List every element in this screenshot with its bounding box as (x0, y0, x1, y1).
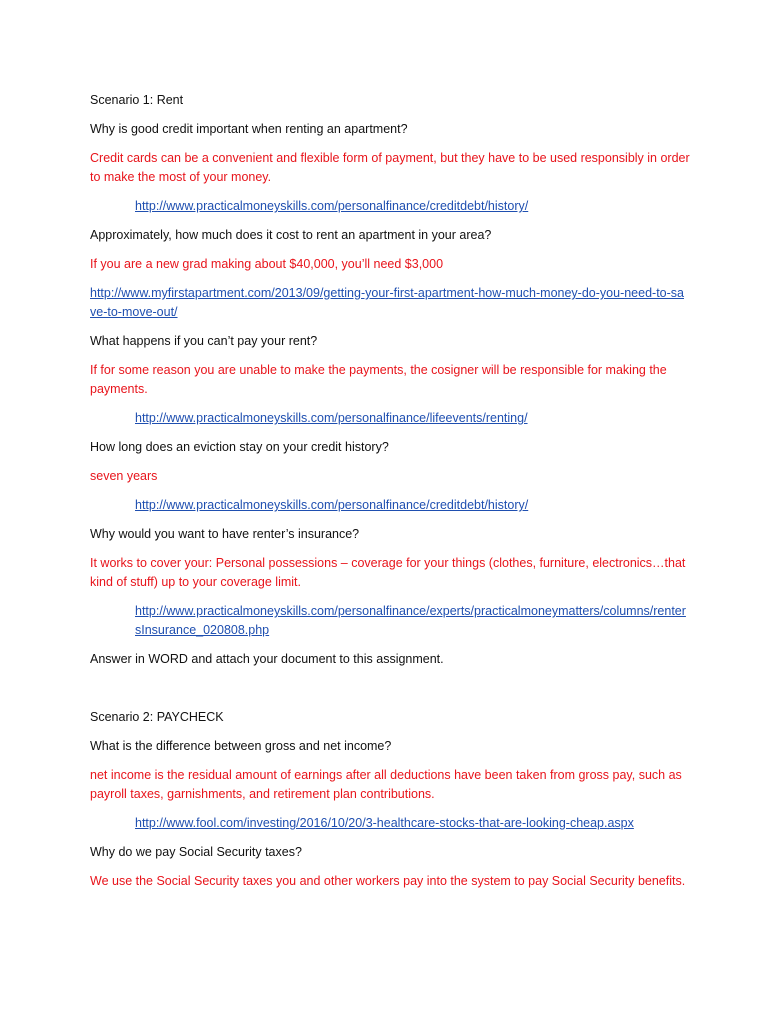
question-eviction-duration: How long does an eviction stay on your credit history? (90, 440, 389, 454)
link-first-apartment[interactable]: http://www.myfirstapartment.com/2013/09/getting-your-first-apartment-how-much-money-do-you-need-to-save-to-move-out/ (90, 286, 684, 319)
section-spacer (90, 679, 690, 708)
document-page (90, 91, 690, 901)
question-cant-pay-rent: What happens if you can’t pay your rent? (90, 334, 318, 348)
answer-eviction-duration: seven years (90, 469, 158, 483)
assignment-instruction: Answer in WORD and attach your document to this assignment. (90, 652, 444, 666)
link-renters-insurance[interactable]: http://www.practicalmoneyskills.com/personalfinance/experts/practicalmoneymatters/columns/rentersInsurance_020808.php (135, 604, 686, 637)
scenario-2-heading: Scenario 2: PAYCHECK (90, 710, 224, 724)
question-social-security: Why do we pay Social Security taxes? (90, 845, 302, 859)
link-credit-history-2[interactable]: http://www.practicalmoneyskills.com/personalfinance/creditdebt/history/ (135, 498, 529, 512)
question-renters-insurance: Why would you want to have renter’s insurance? (90, 527, 360, 541)
scenario-1-heading: Scenario 1: Rent (90, 93, 184, 107)
answer-good-credit: Credit cards can be a convenient and flexible form of payment, but they have to be used responsibly in order to make the most of your money. (90, 151, 690, 184)
answer-gross-vs-net: net income is the residual amount of earnings after all deductions have been taken from gross pay, such as payroll taxes, garnishments, and retirement plan contributions. (90, 768, 682, 801)
question-rent-cost: Approximately, how much does it cost to rent an apartment in your area? (90, 228, 492, 242)
answer-social-security: We use the Social Security taxes you and other workers pay into the system to pay Social Security benefits. (90, 874, 686, 888)
answer-renters-insurance: It works to cover your: Personal possessions – coverage for your things (clothes, furniture, electronics…that kind of stuff) up to your coverage limit. (90, 556, 686, 589)
link-healthcare-stocks[interactable]: http://www.fool.com/investing/2016/10/20/3-healthcare-stocks-that-are-looking-cheap.aspx (135, 816, 634, 830)
answer-rent-cost: If you are a new grad making about $40,000, you’ll need $3,000 (90, 257, 444, 271)
answer-cant-pay-rent: If for some reason you are unable to make the payments, the cosigner will be responsible for making the payments. (90, 363, 667, 396)
link-credit-history[interactable]: http://www.practicalmoneyskills.com/personalfinance/creditdebt/history/ (135, 199, 529, 213)
link-renting[interactable]: http://www.practicalmoneyskills.com/personalfinance/lifeevents/renting/ (135, 411, 528, 425)
question-gross-vs-net: What is the difference between gross and net income? (90, 739, 392, 753)
question-good-credit: Why is good credit important when renting an apartment? (90, 122, 408, 136)
